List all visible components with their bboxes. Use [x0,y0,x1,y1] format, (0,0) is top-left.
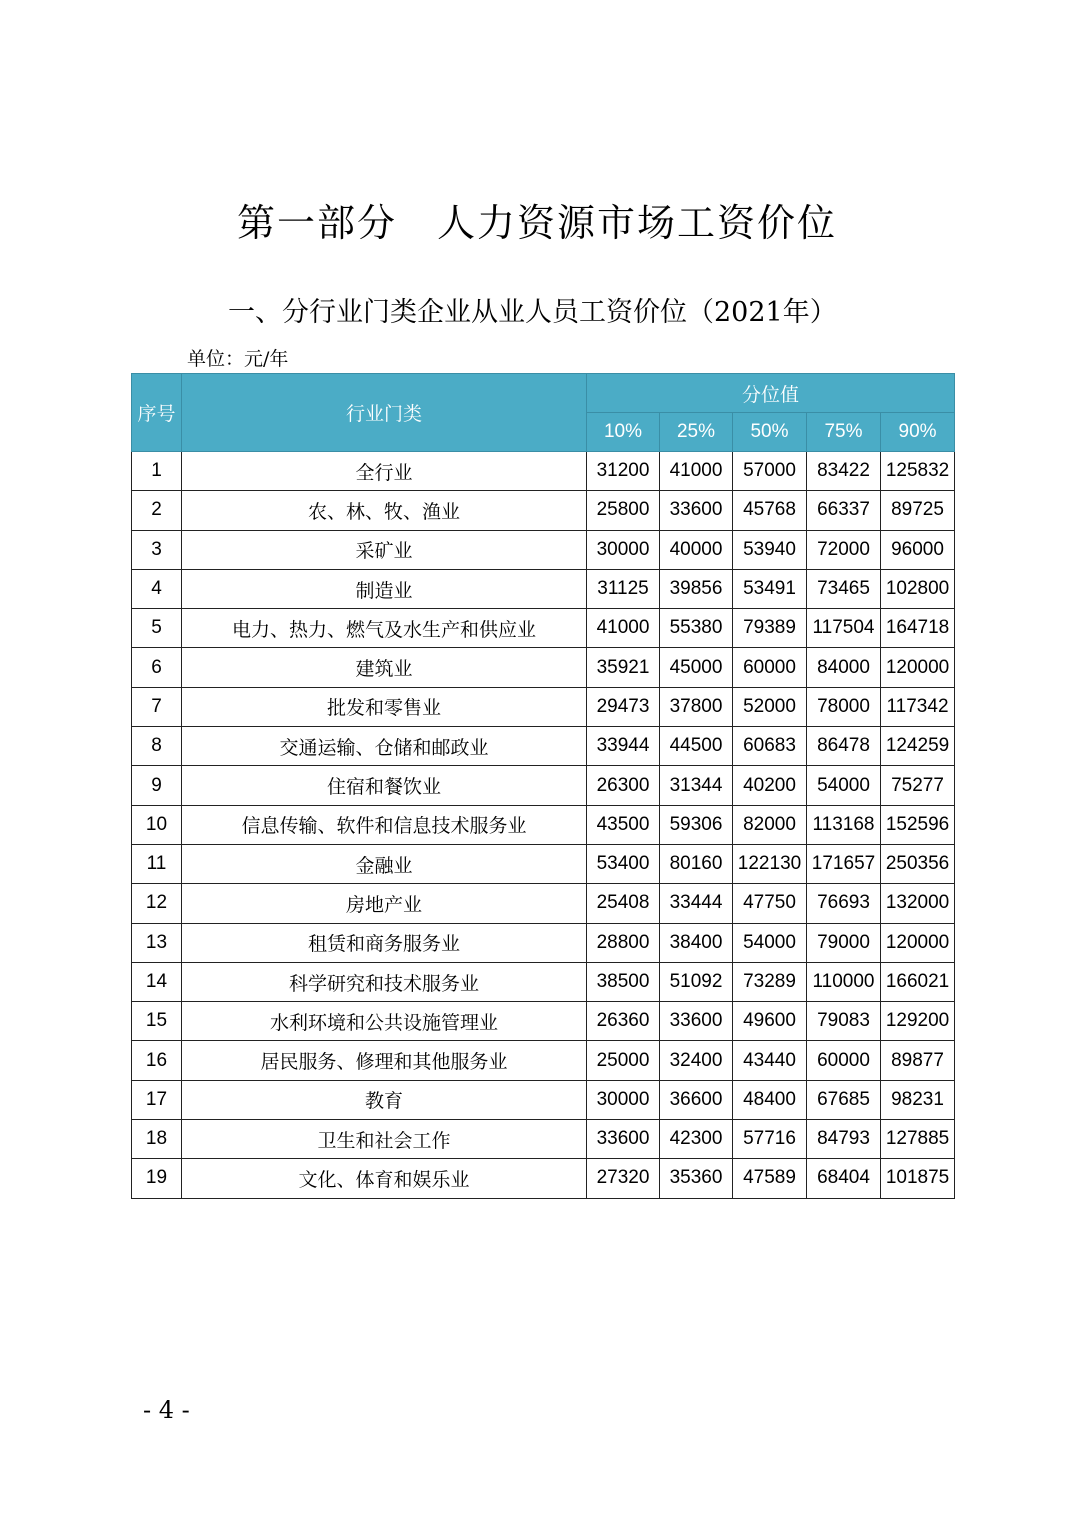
row-value: 36600 [660,1080,733,1119]
row-value: 33600 [660,491,733,530]
row-seq: 7 [132,687,182,726]
row-seq: 11 [132,844,182,883]
table-row [132,1120,955,1159]
row-value: 80160 [660,844,733,883]
row-seq: 16 [132,1041,182,1080]
row-seq: 3 [132,530,182,569]
row-value: 60000 [733,648,807,687]
table-row [132,923,955,962]
row-seq: 6 [132,648,182,687]
header-seq: 序号 [132,374,182,452]
row-industry: 金融业 [182,844,587,883]
row-value: 31200 [587,452,660,491]
row-seq: 17 [132,1080,182,1119]
row-industry: 交通运输、仓储和邮政业 [182,727,587,766]
row-value: 84000 [807,648,881,687]
row-value: 84793 [807,1120,881,1159]
row-industry: 采矿业 [182,530,587,569]
row-value: 78000 [807,687,881,726]
row-value: 102800 [881,569,955,608]
row-value: 66337 [807,491,881,530]
row-value: 79389 [733,609,807,648]
row-value: 37800 [660,687,733,726]
row-value: 120000 [881,648,955,687]
row-industry: 建筑业 [182,648,587,687]
page-number: - 4 - [143,1396,190,1424]
row-value: 89877 [881,1041,955,1080]
row-value: 89725 [881,491,955,530]
row-value: 41000 [587,609,660,648]
row-value: 52000 [733,687,807,726]
row-value: 73289 [733,962,807,1001]
row-value: 96000 [881,530,955,569]
row-seq: 14 [132,962,182,1001]
row-industry: 水利环境和公共设施管理业 [182,1002,587,1041]
row-value: 25000 [587,1041,660,1080]
header-percentile: 90% [881,413,955,452]
row-value: 53400 [587,844,660,883]
header-percentile: 10% [587,413,660,452]
row-value: 113168 [807,805,881,844]
header-percentile: 50% [733,413,807,452]
table-row [132,884,955,923]
table-row [132,609,955,648]
row-value: 43440 [733,1041,807,1080]
row-value: 79000 [807,923,881,962]
table-row [132,1159,955,1198]
row-industry: 信息传输、软件和信息技术服务业 [182,805,587,844]
row-value: 38500 [587,962,660,1001]
row-industry: 租赁和商务服务业 [182,923,587,962]
row-seq: 4 [132,569,182,608]
row-value: 54000 [807,766,881,805]
row-value: 47750 [733,884,807,923]
unit-label: 单位：元/年 [187,348,289,370]
row-value: 29473 [587,687,660,726]
row-value: 59306 [660,805,733,844]
row-value: 83422 [807,452,881,491]
row-seq: 9 [132,766,182,805]
row-value: 26360 [587,1002,660,1041]
row-value: 57716 [733,1120,807,1159]
row-value: 60000 [807,1041,881,1080]
header-percentile: 25% [660,413,733,452]
row-industry: 农、林、牧、渔业 [182,491,587,530]
row-value: 45768 [733,491,807,530]
row-industry: 住宿和餐饮业 [182,766,587,805]
header-quantile-group: 分位值 [587,374,955,413]
row-value: 40200 [733,766,807,805]
table-row [132,648,955,687]
row-value: 73465 [807,569,881,608]
row-value: 31125 [587,569,660,608]
row-industry: 制造业 [182,569,587,608]
table-row [132,1041,955,1080]
table-row [132,687,955,726]
row-value: 129200 [881,1002,955,1041]
row-value: 44500 [660,727,733,766]
table-row [132,766,955,805]
row-value: 49600 [733,1002,807,1041]
row-seq: 12 [132,884,182,923]
row-value: 51092 [660,962,733,1001]
row-value: 43500 [587,805,660,844]
row-value: 67685 [807,1080,881,1119]
row-industry: 教育 [182,1080,587,1119]
row-industry: 卫生和社会工作 [182,1120,587,1159]
row-seq: 15 [132,1002,182,1041]
row-seq: 19 [132,1159,182,1198]
table-row [132,962,955,1001]
row-seq: 5 [132,609,182,648]
row-industry: 房地产业 [182,884,587,923]
row-seq: 8 [132,727,182,766]
row-value: 117342 [881,687,955,726]
row-value: 45000 [660,648,733,687]
row-value: 120000 [881,923,955,962]
row-value: 124259 [881,727,955,766]
row-value: 33600 [660,1002,733,1041]
row-value: 132000 [881,884,955,923]
row-value: 28800 [587,923,660,962]
table-row [132,727,955,766]
row-value: 250356 [881,844,955,883]
row-value: 48400 [733,1080,807,1119]
table-row [132,1002,955,1041]
row-value: 32400 [660,1041,733,1080]
row-value: 25408 [587,884,660,923]
row-seq: 18 [132,1120,182,1159]
row-value: 166021 [881,962,955,1001]
row-value: 110000 [807,962,881,1001]
row-seq: 13 [132,923,182,962]
row-value: 35360 [660,1159,733,1198]
table-row [132,491,955,530]
row-value: 164718 [881,609,955,648]
row-value: 53940 [733,530,807,569]
row-industry: 全行业 [182,452,587,491]
row-value: 30000 [587,1080,660,1119]
row-value: 33600 [587,1120,660,1159]
row-value: 72000 [807,530,881,569]
row-value: 98231 [881,1080,955,1119]
row-value: 86478 [807,727,881,766]
row-value: 68404 [807,1159,881,1198]
row-value: 122130 [733,844,807,883]
row-value: 35921 [587,648,660,687]
row-industry: 科学研究和技术服务业 [182,962,587,1001]
row-value: 31344 [660,766,733,805]
row-value: 76693 [807,884,881,923]
part-title: 第一部分 人力资源市场工资价位 [236,201,837,245]
row-value: 33444 [660,884,733,923]
table-row [132,569,955,608]
row-value: 25800 [587,491,660,530]
row-value: 125832 [881,452,955,491]
row-value: 30000 [587,530,660,569]
row-value: 39856 [660,569,733,608]
row-value: 101875 [881,1159,955,1198]
row-value: 47589 [733,1159,807,1198]
row-value: 54000 [733,923,807,962]
table-row [132,1080,955,1119]
row-value: 79083 [807,1002,881,1041]
row-value: 33944 [587,727,660,766]
table-row [132,844,955,883]
wage-table [131,373,955,1199]
row-value: 152596 [881,805,955,844]
table-header [132,374,955,452]
row-value: 38400 [660,923,733,962]
row-value: 42300 [660,1120,733,1159]
row-value: 53491 [733,569,807,608]
row-value: 75277 [881,766,955,805]
row-value: 57000 [733,452,807,491]
row-seq: 2 [132,491,182,530]
header-percentile: 75% [807,413,881,452]
row-industry: 电力、热力、燃气及水生产和供应业 [182,609,587,648]
row-value: 26300 [587,766,660,805]
row-value: 82000 [733,805,807,844]
row-seq: 1 [132,452,182,491]
header-industry: 行业门类 [182,374,587,452]
row-industry: 批发和零售业 [182,687,587,726]
row-value: 60683 [733,727,807,766]
section-title: 一、分行业门类企业从业人员工资价位（2021年） [228,297,837,328]
row-industry: 居民服务、修理和其他服务业 [182,1041,587,1080]
table-row [132,805,955,844]
table-body [132,452,955,1199]
table-row [132,452,955,491]
row-value: 40000 [660,530,733,569]
table-row [132,530,955,569]
row-value: 55380 [660,609,733,648]
row-value: 127885 [881,1120,955,1159]
row-value: 27320 [587,1159,660,1198]
row-seq: 10 [132,805,182,844]
row-industry: 文化、体育和娱乐业 [182,1159,587,1198]
row-value: 41000 [660,452,733,491]
row-value: 117504 [807,609,881,648]
row-value: 171657 [807,844,881,883]
